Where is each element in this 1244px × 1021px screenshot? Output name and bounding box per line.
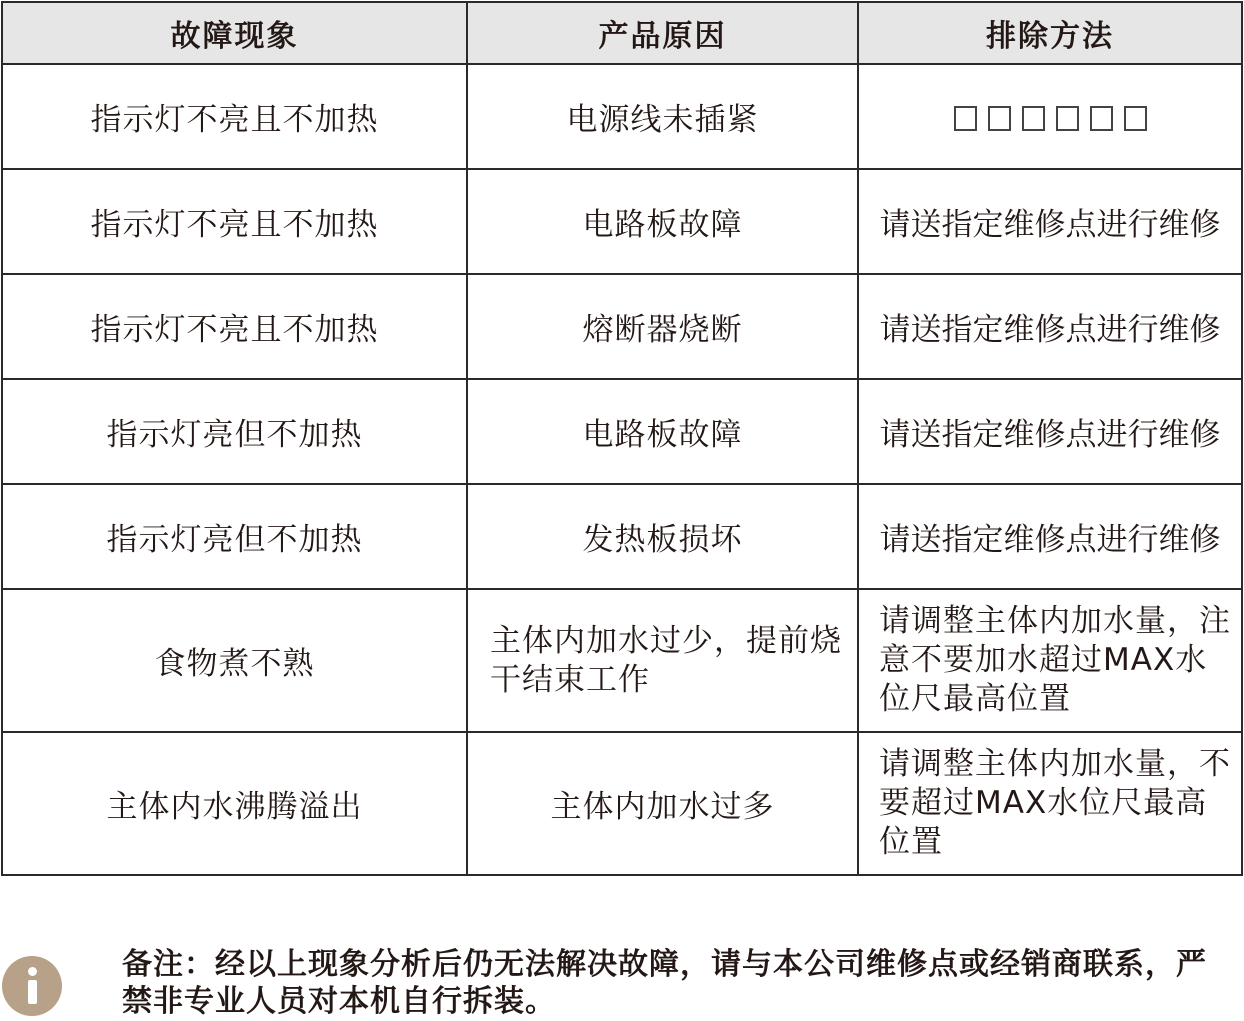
cause-cell: 主体内加水过多 [467,732,858,875]
solution-cell [858,64,1242,169]
table-row [2,64,1242,169]
cause-cell: 电路板故障 [467,379,858,484]
table-header-row [2,2,1242,64]
troubleshooting-table [1,1,1243,876]
footnote-text: 备注：经以上现象分析后仍无法解决故障，请与本公司维修点或经销商联系，严禁非专业人员对本机自行拆装。 [122,947,1207,1019]
symptom-cell: 指示灯亮但不加热 [2,484,467,589]
troubleshooting-table-wrapper [1,1,1243,876]
symptom-cell: 食物煮不熟 [2,589,467,732]
solution-cell: 请送指定维修点进行维修 [858,274,1242,379]
table-row [2,169,1242,274]
header-symptom: 故障现象 [2,2,467,64]
table-row [2,484,1242,589]
solution-cell: 请送指定维修点进行维修 [858,379,1242,484]
symptom-cell: 指示灯不亮且不加热 [2,274,467,379]
cause-cell: 主体内加水过少，提前烧干结束工作 [467,589,858,732]
header-cause: 产品原因 [467,2,858,64]
table-row [2,732,1242,875]
cause-cell: 熔断器烧断 [467,274,858,379]
solution-cell: 请调整主体内加水量，不要超过MAX水位尺最高位置 [858,732,1242,875]
table-row [2,589,1242,732]
table-row [2,274,1242,379]
footnote [0,940,1244,1021]
cause-cell: 电源线未插紧 [467,64,858,169]
solution-cell: 请送指定维修点进行维修 [858,484,1242,589]
info-icon [2,956,62,1016]
solution-cell: 请送指定维修点进行维修 [858,169,1242,274]
symptom-cell: 指示灯不亮且不加热 [2,169,467,274]
symptom-cell: 主体内水沸腾溢出 [2,732,467,875]
symptom-cell: 指示灯不亮且不加热 [2,64,467,169]
solution-cell: 请调整主体内加水量，注意不要加水超过MAX水位尺最高位置 [858,589,1242,732]
cause-cell: 发热板损坏 [467,484,858,589]
table-row [2,379,1242,484]
cause-cell: 电路板故障 [467,169,858,274]
header-solution: 排除方法 [858,2,1242,64]
missing-glyph-boxes [954,106,1147,131]
symptom-cell: 指示灯亮但不加热 [2,379,467,484]
